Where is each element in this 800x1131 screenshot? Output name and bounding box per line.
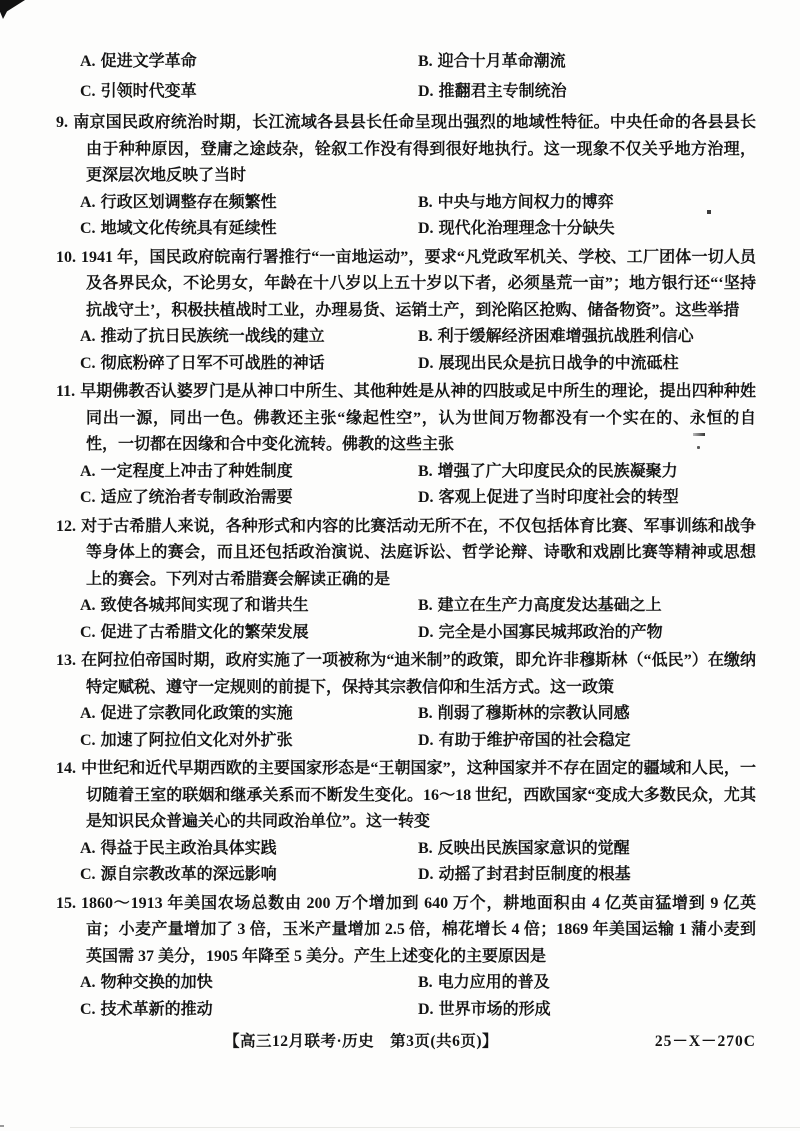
option-label: A.	[80, 839, 96, 857]
option-c	[80, 620, 418, 647]
option-a	[80, 190, 418, 217]
question-number: 15.	[56, 894, 76, 912]
option-label: B.	[418, 974, 433, 991]
option-text: 技术革新的推动	[100, 1000, 213, 1018]
scan-edge-artifact	[0, 1125, 4, 1127]
option-label: D.	[418, 220, 434, 237]
option-label: B.	[418, 193, 433, 211]
option-d	[418, 620, 756, 647]
option-text: 现代化治理理念十分缺失	[438, 220, 615, 237]
option-label: D.	[418, 623, 434, 641]
option-c	[80, 485, 418, 512]
question-number: 12.	[56, 517, 76, 535]
question-14	[56, 756, 756, 889]
option-b	[418, 47, 756, 77]
option-label: D.	[418, 489, 434, 506]
option-label: B.	[418, 328, 433, 345]
option-text: 世界市场的形成	[438, 1000, 551, 1018]
question-10	[56, 245, 756, 378]
footer-exam-title-page: 【高三12月联考·历史 第3页(共6页)】	[224, 1033, 498, 1050]
option-c	[80, 997, 418, 1024]
option-text: 行政区划调整存在频繁性	[100, 193, 277, 211]
option-d	[418, 77, 756, 107]
option-label: D.	[418, 731, 434, 749]
option-text: 建立在生产力高度发达基础之上	[437, 597, 662, 614]
footer-paper-code: 25－X－270C	[654, 1033, 756, 1050]
option-label: D.	[418, 83, 434, 100]
option-label: B.	[418, 597, 433, 614]
option-d	[418, 997, 756, 1024]
option-c	[80, 728, 418, 755]
option-label: C.	[80, 866, 96, 883]
option-a	[80, 47, 418, 77]
question-9	[56, 110, 756, 243]
option-text: 促进了宗教同化政策的实施	[100, 705, 293, 722]
question-15	[56, 891, 756, 1024]
option-label: A.	[80, 193, 96, 211]
option-label: A.	[80, 974, 96, 991]
option-label: A.	[80, 597, 96, 614]
option-label: A.	[80, 328, 96, 345]
question-stem	[56, 245, 756, 325]
option-label: C.	[80, 623, 96, 641]
option-text: 增强了广大印度民众的民族凝聚力	[437, 462, 678, 480]
option-text: 引领时代变革	[100, 83, 197, 100]
question-text: 早期佛教否认婆罗门是从神口中所生、其他种姓是从神的四肢或足中所生的理论，提出四种种姓同出一源，同出一色。佛教还主张“缘起性空”，认为世间万物都没有一个实在的、永恒的自性，一切都在因缘和合中变化流转。佛教的这些主张	[80, 383, 756, 453]
option-a	[80, 836, 418, 863]
option-text: 有助于维护帝国的社会稳定	[438, 731, 631, 749]
option-b	[418, 836, 756, 863]
option-text: 源自宗教改革的深远影响	[100, 866, 277, 883]
option-text: 得益于民主政治具体实践	[100, 839, 277, 857]
option-label: D.	[418, 866, 434, 883]
option-a	[80, 970, 418, 997]
question-number: 14.	[56, 760, 76, 777]
option-label: C.	[80, 83, 96, 100]
option-label: A.	[80, 462, 96, 480]
question-options	[56, 593, 756, 646]
question-stem	[56, 110, 756, 190]
option-a	[80, 593, 418, 620]
scan-edge-artifact	[70, 1127, 800, 1128]
question-text: 1941 年，国民政府皖南行署推行“一亩地运动”，要求“凡党政军机关、学校、工厂团体一切人员及各界民众，不论男女，年龄在十八岁以上五十岁以下者，必须垦荒一亩”；地方银行还“‘坚持抗战守土’，积极扶植战时工业，办理易货、运销土产，到沦陷区抢购、储备物资”。这些举措	[81, 248, 756, 319]
option-b	[418, 190, 756, 217]
question-text: 在阿拉伯帝国时期，政府实施了一项被称为“迪米制”的政策，即允许非穆斯林（“低民”）在缴纳特定赋税、遵守一定规则的前提下，保持其宗教信仰和生活方式。这一政策	[81, 652, 756, 696]
option-label: B.	[418, 705, 433, 722]
option-text: 地域文化传统具有延续性	[100, 220, 277, 237]
option-c	[80, 862, 418, 889]
question-stem	[56, 891, 756, 971]
option-label: C.	[80, 731, 96, 749]
option-text: 迎合十月革命潮流	[437, 53, 566, 70]
option-text: 电力应用的普及	[437, 974, 550, 991]
option-text: 削弱了穆斯林的宗教认同感	[437, 705, 630, 722]
option-text: 加速了阿拉伯文化对外扩张	[100, 731, 293, 749]
option-d	[418, 216, 756, 243]
question-11	[56, 379, 756, 512]
option-text: 反映出民族国家意识的觉醒	[437, 839, 630, 857]
question-stem	[56, 756, 756, 836]
option-label: C.	[80, 1000, 96, 1018]
option-label: B.	[418, 53, 433, 70]
question-number: 11.	[56, 383, 76, 400]
option-b	[418, 970, 756, 997]
option-b	[418, 324, 756, 351]
option-text: 推动了抗日民族统一战线的建立	[100, 328, 325, 345]
option-text: 中央与地方间权力的博弈	[437, 193, 614, 211]
option-label: D.	[418, 354, 434, 372]
scan-corner-artifact	[0, 0, 25, 19]
question-13	[56, 648, 756, 754]
option-a	[80, 459, 418, 486]
question-number: 9.	[56, 114, 68, 131]
option-d	[418, 351, 756, 378]
option-text: 展现出民众是抗日战争的中流砥柱	[438, 354, 679, 372]
question-number: 13.	[56, 652, 76, 669]
page-footer	[56, 1031, 756, 1053]
question-text: 对于古希腊人来说，各种形式和内容的比赛活动无所不在，不仅包括体育比赛、军事训练和战争等身体上的赛会，而且还包括政治演说、法庭诉讼、哲学论辩、诗歌和戏剧比赛等精神或思想上的赛会。下列对古希腊赛会解读正确的是	[81, 517, 756, 588]
option-text: 推翻君主专制统治	[438, 83, 567, 100]
question-text: 南京国民政府统治时期，长江流域各县县长任命呈现出强烈的地域性特征。中央任命的各县县长由于种种原因，登庸之途歧杂，铨叙工作没有得到很好地执行。这一现象不仅关乎地方治理，更深层次地反映了当时	[73, 114, 756, 184]
option-text: 适应了统治者专制政治需要	[100, 489, 293, 506]
option-label: B.	[418, 462, 433, 480]
option-c	[80, 216, 418, 243]
option-b	[418, 701, 756, 728]
question-options	[56, 459, 756, 512]
option-text: 促进文学革命	[100, 53, 197, 70]
option-label: C.	[80, 220, 96, 237]
option-text: 促进了古希腊文化的繁荣发展	[100, 623, 309, 641]
question-stem	[56, 648, 756, 701]
question-text: 1860～1913 年美国农场总数由 200 万个增加到 640 万个，耕地面积由 4 亿英亩猛增到 9 亿英亩；小麦产量增加了 3 倍，玉米产量增加 2.5 倍，棉花增长 4 倍；1869 年美国运输 1 蒲小麦到英国需 37 美分，1905 年降至 5 美分。产生上述变化的主要原因是	[81, 894, 756, 965]
question-options	[56, 190, 756, 243]
option-b	[418, 593, 756, 620]
question-options	[56, 836, 756, 889]
option-b	[418, 459, 756, 486]
option-label: C.	[80, 354, 96, 372]
option-label: A.	[80, 53, 96, 70]
option-text: 彻底粉碎了日军不可战胜的神话	[100, 354, 325, 372]
option-text: 一定程度上冲击了种姓制度	[100, 462, 293, 480]
question-stem	[56, 514, 756, 594]
option-d	[418, 485, 756, 512]
option-label: C.	[80, 489, 96, 506]
question-options	[56, 324, 756, 377]
question-text: 中世纪和近代早期西欧的主要国家形态是“王朝国家”，这种国家并不存在固定的疆域和人民，一切随着王室的联姻和继承关系而不断发生变化。16～18 世纪，西欧国家“变成大多数民众，尤其是知识民众普遍关心的共同政治单位”。这一转变	[81, 760, 756, 830]
option-text: 致使各城邦间实现了和谐共生	[100, 597, 309, 614]
option-d	[418, 728, 756, 755]
option-a	[80, 701, 418, 728]
question-stem	[56, 379, 756, 459]
exam-content	[56, 47, 756, 1025]
option-label: B.	[418, 839, 433, 857]
option-text: 利于缓解经济困难增强抗战胜利信心	[437, 328, 694, 345]
question-12	[56, 514, 756, 647]
option-d	[418, 862, 756, 889]
question-options	[56, 701, 756, 754]
option-c	[80, 77, 418, 107]
option-text: 客观上促进了当时印度社会的转型	[438, 489, 679, 506]
option-label: A.	[80, 705, 96, 722]
option-text: 动摇了封君封臣制度的根基	[438, 866, 631, 883]
question-number: 10.	[56, 248, 76, 266]
question-options	[56, 970, 756, 1023]
carryover-options	[56, 47, 756, 107]
option-text: 物种交换的加快	[100, 974, 213, 991]
option-a	[80, 324, 418, 351]
option-text: 完全是小国寡民城邦政治的产物	[438, 623, 663, 641]
option-label: D.	[418, 1000, 434, 1018]
option-c	[80, 351, 418, 378]
